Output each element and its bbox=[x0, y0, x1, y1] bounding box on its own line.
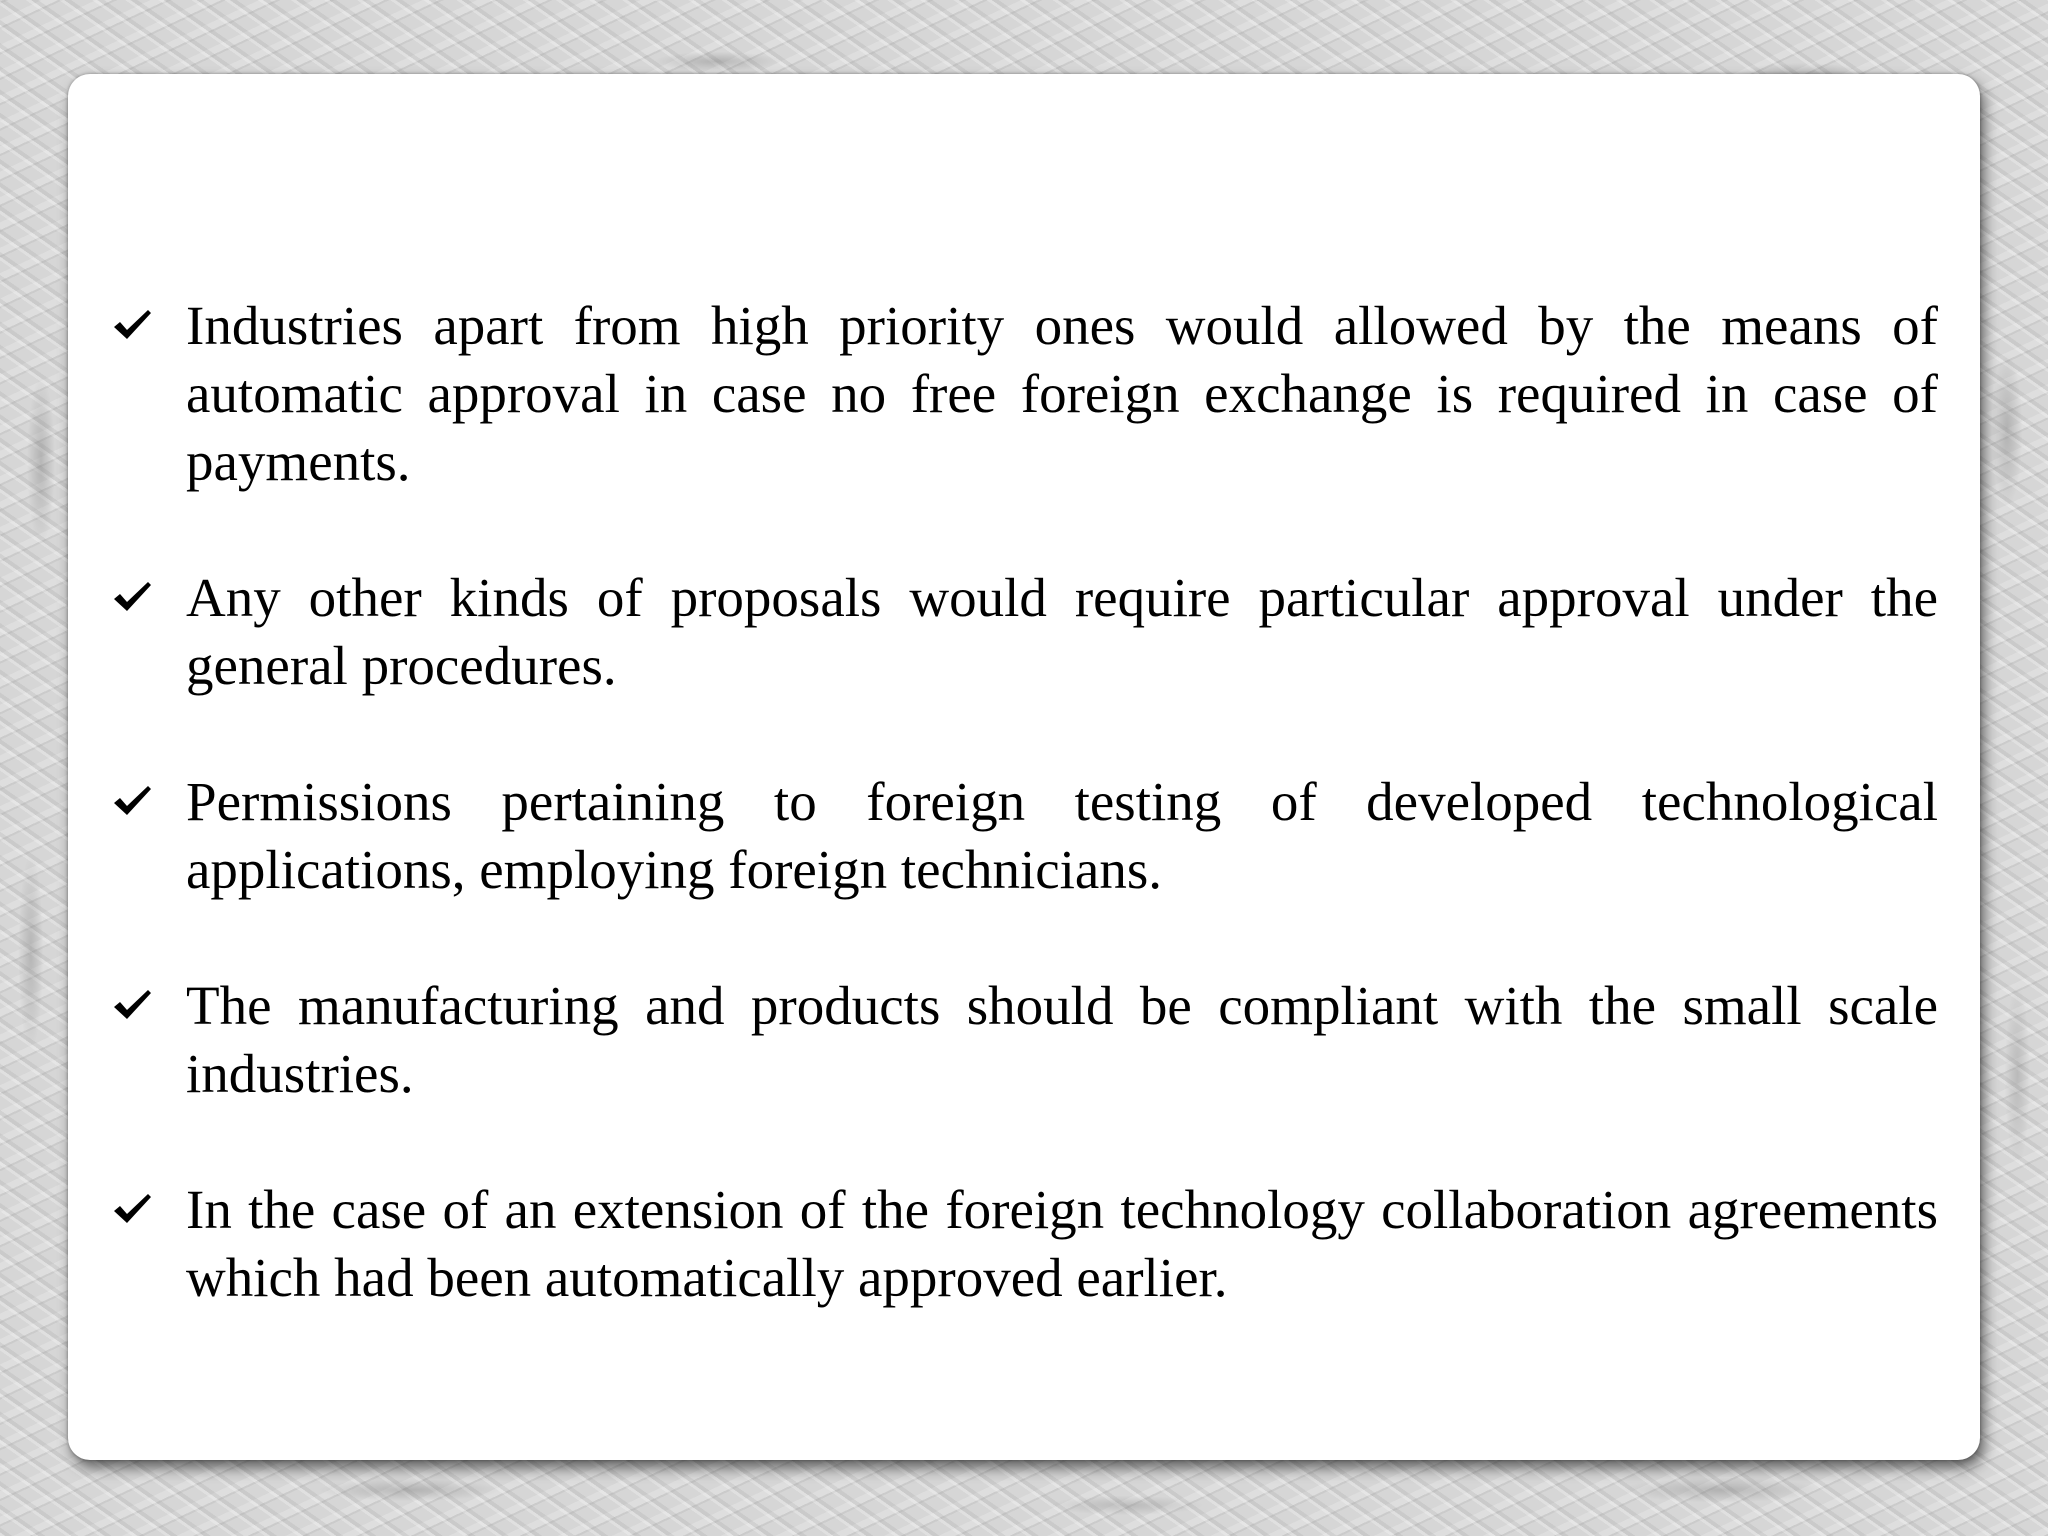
bullet-item bbox=[68, 564, 1980, 700]
bullet-text: In the case of an extension of the foreign technology collaboration agreements which had been automatically approved earlier. bbox=[186, 1179, 1938, 1308]
check-icon bbox=[112, 564, 160, 632]
bullet-text: Any other kinds of proposals would require particular approval under the general procedures. bbox=[186, 567, 1938, 696]
check-icon bbox=[112, 292, 160, 360]
bullet-text: Permissions pertaining to foreign testing of developed technological applications, employing foreign technicians. bbox=[186, 771, 1938, 900]
bullet-text: The manufacturing and products should be compliant with the small scale industries. bbox=[186, 975, 1938, 1104]
bullet-item bbox=[68, 292, 1980, 496]
bullet-item bbox=[68, 1176, 1980, 1312]
bullet-item bbox=[68, 972, 1980, 1108]
slide-content-card bbox=[68, 74, 1980, 1460]
bullet-list bbox=[68, 292, 1980, 1380]
check-icon bbox=[112, 972, 160, 1040]
check-icon bbox=[112, 1176, 160, 1244]
bullet-text: Industries apart from high priority ones would allowed by the means of automatic approval in case no free foreign exchange is required in case of payments. bbox=[186, 295, 1938, 492]
check-icon bbox=[112, 768, 160, 836]
bullet-item bbox=[68, 768, 1980, 904]
